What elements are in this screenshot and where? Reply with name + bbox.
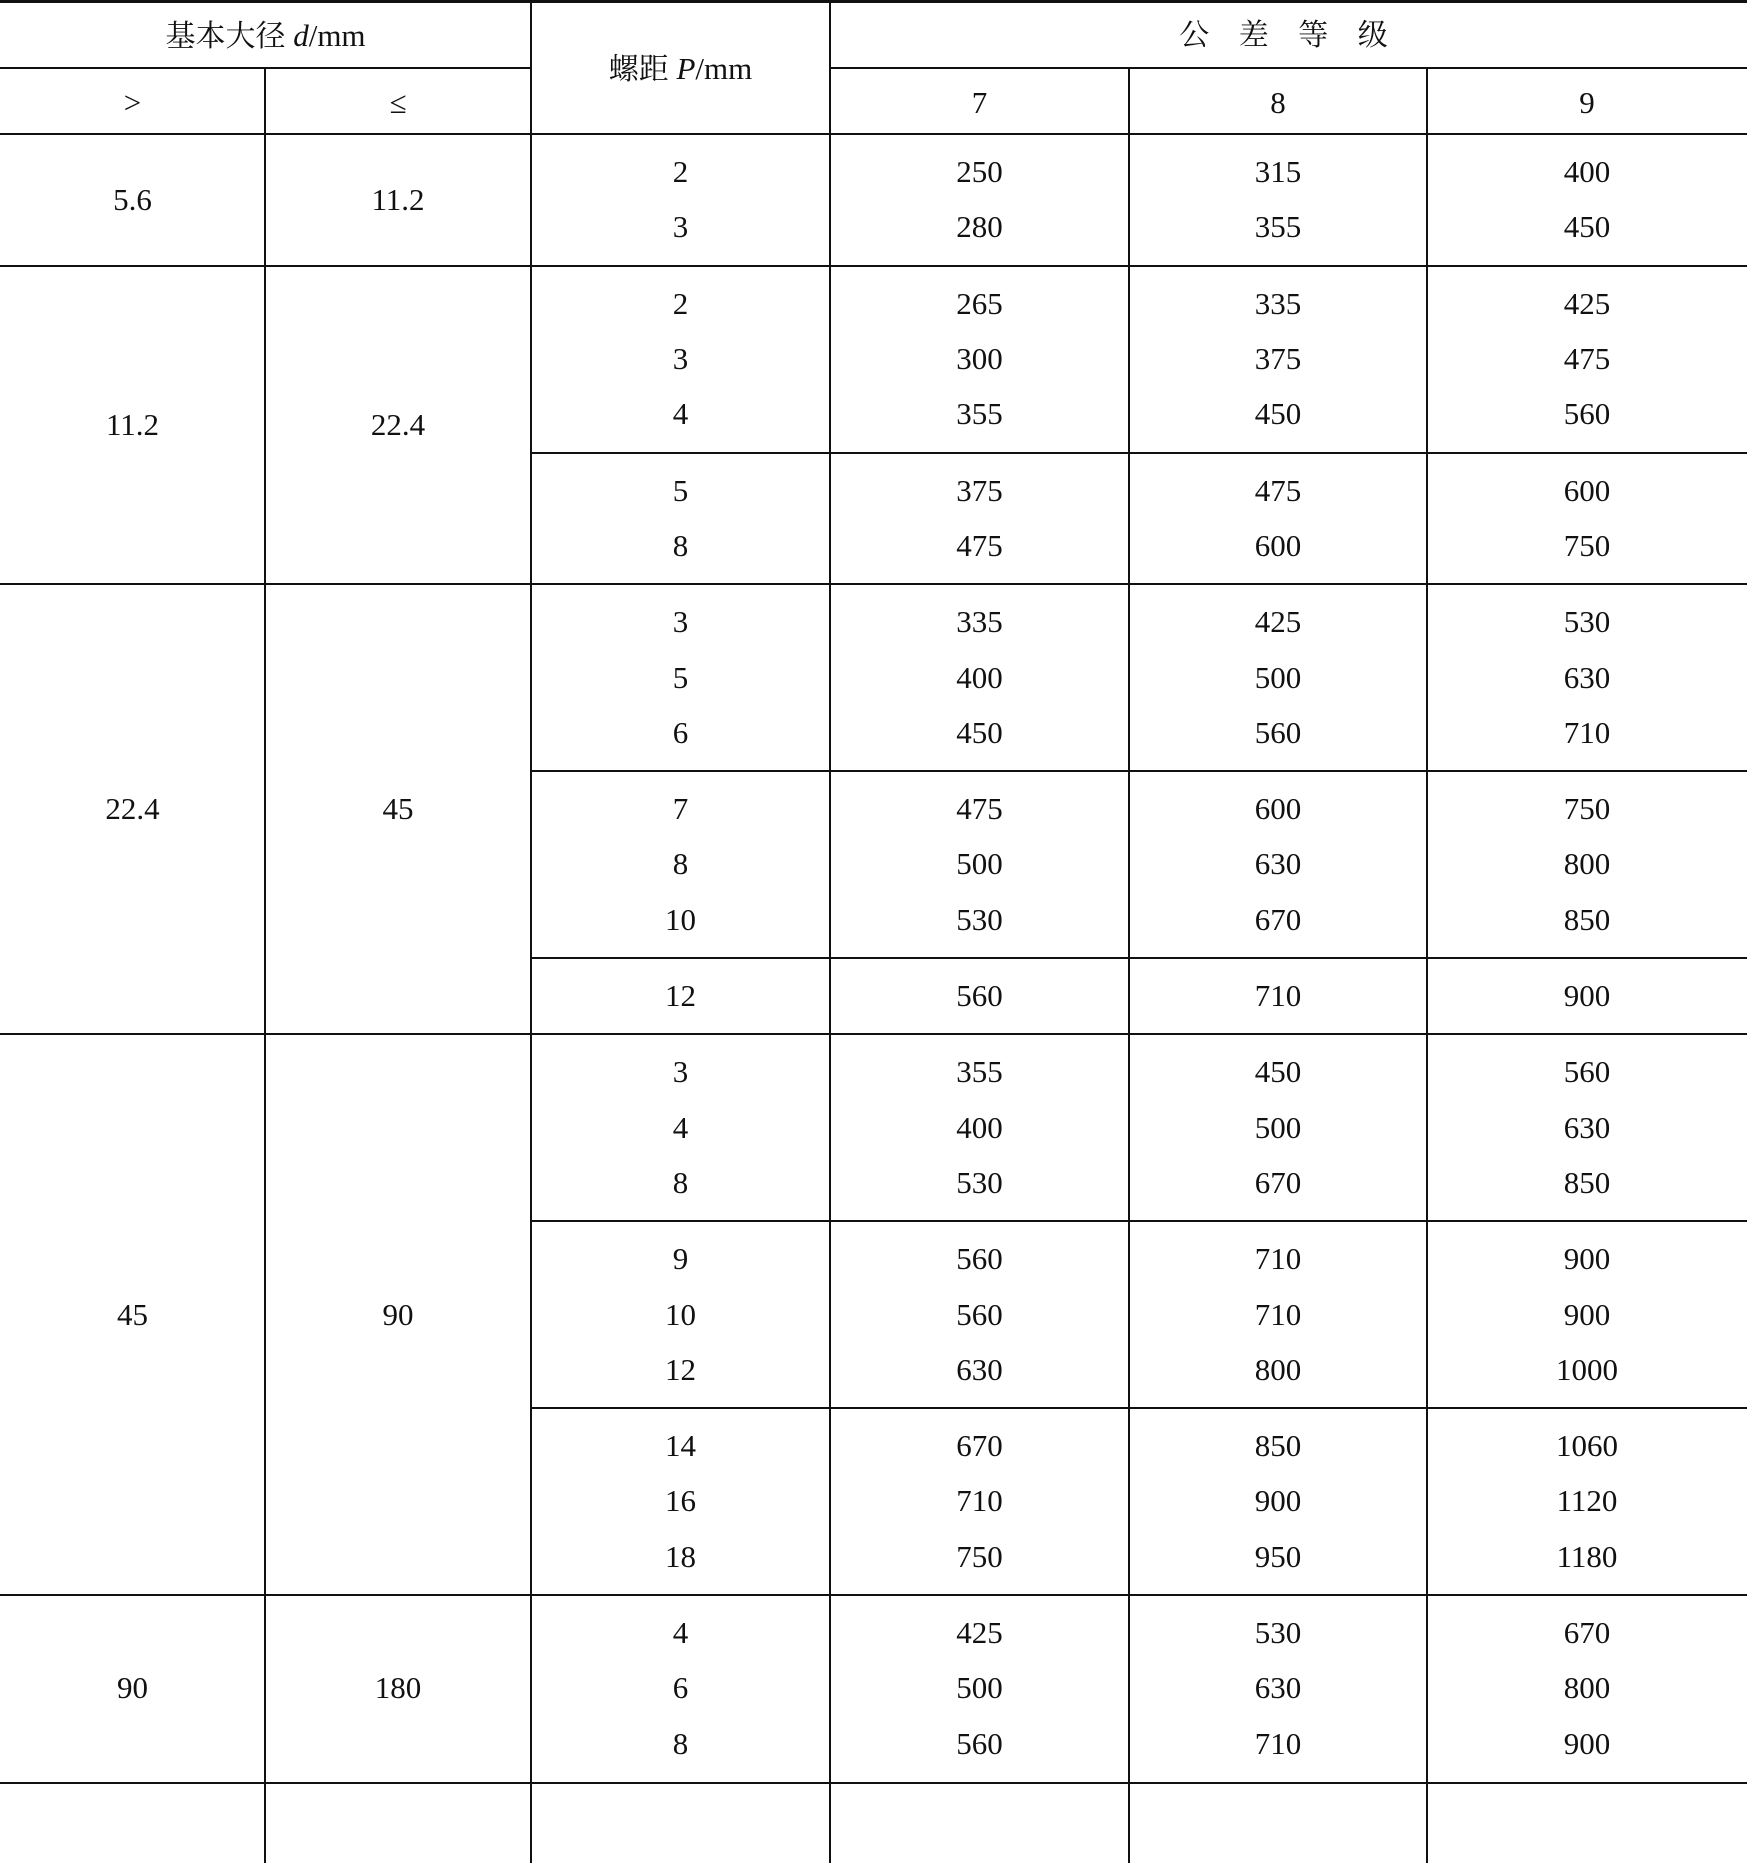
pitch-cell: 14 xyxy=(665,1428,696,1464)
tolerance-cell: 500 xyxy=(956,1670,1003,1706)
block-rule xyxy=(531,1407,1747,1409)
tolerance-cell: 630 xyxy=(956,1351,1003,1387)
tolerance-cell: 670 xyxy=(1254,901,1302,937)
header-le: ≤ xyxy=(389,85,407,120)
tolerance-cell: 315 xyxy=(1254,154,1302,190)
tolerance-cell: 335 xyxy=(1254,285,1302,321)
tolerance-cell: 670 xyxy=(1254,1164,1302,1200)
tolerance-cell: 425 xyxy=(956,1615,1003,1651)
header-diameter xyxy=(0,18,531,55)
tolerance-cell: 710 xyxy=(1254,978,1302,1014)
pitch-cell: 3 xyxy=(672,604,689,640)
table-bottom-rule xyxy=(0,1782,1747,1784)
tolerance-cell: 265 xyxy=(956,285,1003,321)
diameter-le-cell: 180 xyxy=(374,1670,422,1706)
tolerance-cell: 900 xyxy=(1563,978,1611,1014)
tolerance-cell: 450 xyxy=(1254,1054,1302,1090)
pitch-cell: 8 xyxy=(672,1164,689,1200)
tolerance-cell: 750 xyxy=(1563,791,1611,827)
header-diameter-var: d xyxy=(293,18,309,53)
group-rule xyxy=(0,265,1747,267)
block-rule xyxy=(531,452,1747,454)
header-diameter-unit: /mm xyxy=(308,18,366,53)
tolerance-cell: 335 xyxy=(956,604,1003,640)
tolerance-cell: 500 xyxy=(956,846,1003,882)
tolerance-cell: 450 xyxy=(1563,209,1611,245)
pitch-cell: 3 xyxy=(672,341,689,377)
diameter-gt-cell: 90 xyxy=(117,1670,148,1706)
diameter-gt-cell: 5.6 xyxy=(113,181,152,217)
tolerance-cell: 355 xyxy=(956,396,1003,432)
pitch-cell: 2 xyxy=(672,154,689,190)
tolerance-cell: 400 xyxy=(956,659,1003,695)
tolerance-cell: 500 xyxy=(1254,1109,1302,1145)
tolerance-cell: 560 xyxy=(1563,1054,1611,1090)
tolerance-cell: 900 xyxy=(1563,1296,1611,1332)
header-diameter-label: 基本大径 xyxy=(165,19,286,54)
tolerance-cell: 355 xyxy=(956,1054,1003,1090)
pitch-cell: 12 xyxy=(665,978,696,1014)
tolerance-cell: 750 xyxy=(956,1538,1003,1574)
diameter-gt-cell: 45 xyxy=(117,1296,148,1332)
group-rule xyxy=(0,583,1747,585)
tolerance-cell: 600 xyxy=(1563,472,1611,508)
table-top-rule xyxy=(0,0,1747,3)
group-rule xyxy=(0,1594,1747,1596)
tolerance-cell: 560 xyxy=(956,1241,1003,1277)
tolerance-cell: 475 xyxy=(1563,341,1611,377)
tolerance-cell: 375 xyxy=(956,472,1003,508)
pitch-cell: 4 xyxy=(672,396,689,432)
header-grade-7: 7 xyxy=(971,85,988,120)
header-bottom-rule xyxy=(0,133,1747,135)
pitch-cell: 6 xyxy=(672,1670,689,1706)
pitch-cell: 3 xyxy=(672,1054,689,1090)
header-pitch-label: 螺距 xyxy=(608,52,669,87)
header-grade-9: 9 xyxy=(1579,85,1595,120)
header-grade: 公 差 等 级 xyxy=(1179,18,1398,53)
tolerance-cell: 560 xyxy=(956,1725,1003,1761)
pitch-cell: 5 xyxy=(672,659,689,695)
pitch-cell: 8 xyxy=(672,1725,689,1761)
tolerance-cell: 375 xyxy=(1254,341,1302,377)
tolerance-cell: 900 xyxy=(1254,1483,1302,1519)
pitch-cell: 6 xyxy=(672,714,689,750)
tolerance-cell: 500 xyxy=(1254,659,1302,695)
tolerance-cell: 710 xyxy=(956,1483,1003,1519)
tolerance-cell: 670 xyxy=(956,1428,1003,1464)
tolerance-cell: 425 xyxy=(1563,285,1611,321)
tolerance-cell: 800 xyxy=(1254,1351,1302,1387)
tolerance-cell: 530 xyxy=(956,1164,1003,1200)
diameter-le-cell: 11.2 xyxy=(371,181,425,217)
tolerance-cell: 850 xyxy=(1563,1164,1611,1200)
diameter-le-cell: 45 xyxy=(382,791,414,827)
tolerance-cell: 1000 xyxy=(1556,1351,1618,1387)
tolerance-cell: 630 xyxy=(1254,1670,1302,1706)
diameter-gt-cell: 11.2 xyxy=(105,406,160,442)
tolerance-cell: 710 xyxy=(1254,1725,1302,1761)
header-mid-rule-right xyxy=(830,67,1747,69)
tolerance-cell: 400 xyxy=(1563,154,1611,190)
block-rule xyxy=(531,957,1747,959)
pitch-cell: 9 xyxy=(672,1241,689,1277)
tolerance-cell: 280 xyxy=(956,209,1003,245)
tolerance-cell: 800 xyxy=(1563,846,1611,882)
tolerance-cell: 400 xyxy=(956,1109,1003,1145)
tolerance-cell: 450 xyxy=(956,714,1003,750)
tolerance-cell: 710 xyxy=(1254,1296,1302,1332)
block-rule xyxy=(531,1220,1747,1222)
pitch-cell: 5 xyxy=(672,472,689,508)
pitch-cell: 3 xyxy=(672,209,689,245)
tolerance-cell: 710 xyxy=(1563,714,1611,750)
diameter-le-cell: 90 xyxy=(382,1296,414,1332)
diameter-gt-cell: 22.4 xyxy=(105,791,160,827)
pitch-cell: 8 xyxy=(672,527,689,563)
tolerance-cell: 355 xyxy=(1254,209,1302,245)
tolerance-cell: 530 xyxy=(956,901,1003,937)
tolerance-cell: 560 xyxy=(1254,714,1302,750)
tolerance-cell: 630 xyxy=(1254,846,1302,882)
pitch-cell: 4 xyxy=(672,1615,689,1651)
pitch-cell: 12 xyxy=(665,1351,696,1387)
tolerance-cell: 475 xyxy=(956,791,1003,827)
tolerance-cell: 670 xyxy=(1563,1615,1611,1651)
diameter-le-cell: 22.4 xyxy=(370,406,426,442)
pitch-cell: 18 xyxy=(665,1538,696,1574)
header-pitch-var: P xyxy=(676,51,696,86)
tolerance-cell: 850 xyxy=(1254,1428,1302,1464)
tolerance-cell: 630 xyxy=(1563,1109,1611,1145)
tolerance-cell: 800 xyxy=(1563,1670,1611,1706)
tolerance-cell: 475 xyxy=(1254,472,1302,508)
tolerance-cell: 950 xyxy=(1254,1538,1302,1574)
tolerance-cell: 600 xyxy=(1254,791,1302,827)
tolerance-cell: 900 xyxy=(1563,1241,1611,1277)
tolerance-cell: 300 xyxy=(956,341,1003,377)
tolerance-cell: 560 xyxy=(1563,396,1611,432)
tolerance-cell: 710 xyxy=(1254,1241,1302,1277)
header-gt: > xyxy=(123,85,142,120)
tolerance-cell: 1120 xyxy=(1556,1483,1618,1519)
tolerance-cell: 850 xyxy=(1563,901,1611,937)
pitch-cell: 4 xyxy=(672,1109,689,1145)
tolerance-cell: 630 xyxy=(1563,659,1611,695)
tolerance-cell: 1060 xyxy=(1556,1428,1618,1464)
tolerance-cell: 450 xyxy=(1254,396,1302,432)
tolerance-cell: 560 xyxy=(956,978,1003,1014)
tolerance-cell: 530 xyxy=(1254,1615,1302,1651)
header-pitch xyxy=(531,51,830,88)
pitch-cell: 16 xyxy=(665,1483,696,1519)
tolerance-cell: 530 xyxy=(1563,604,1611,640)
tolerance-cell: 1180 xyxy=(1556,1538,1618,1574)
pitch-cell: 8 xyxy=(672,846,689,882)
tolerance-cell: 750 xyxy=(1563,527,1611,563)
tolerance-cell: 600 xyxy=(1254,527,1302,563)
block-rule xyxy=(531,770,1747,772)
tolerance-cell: 475 xyxy=(956,527,1003,563)
header-pitch-unit: /mm xyxy=(695,51,753,86)
pitch-cell: 2 xyxy=(672,285,689,321)
pitch-cell: 10 xyxy=(665,1296,696,1332)
group-rule xyxy=(0,1033,1747,1035)
tolerance-cell: 425 xyxy=(1254,604,1302,640)
tolerance-cell: 250 xyxy=(956,154,1003,190)
header-grade-8: 8 xyxy=(1270,85,1286,120)
pitch-cell: 7 xyxy=(672,791,689,827)
pitch-cell: 10 xyxy=(665,901,696,937)
tolerance-cell: 900 xyxy=(1563,1725,1611,1761)
tolerance-cell: 560 xyxy=(956,1296,1003,1332)
